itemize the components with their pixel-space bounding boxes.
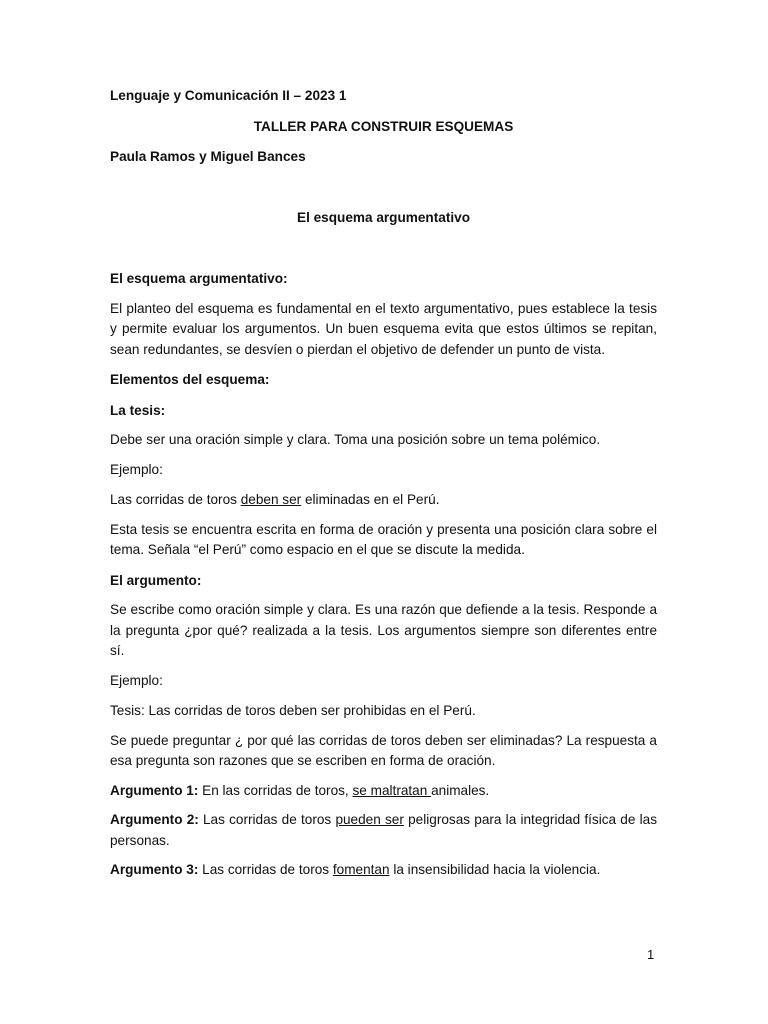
argument-1-post: animales. (431, 782, 490, 798)
tesis-explanation: Esta tesis se encuentra escrita en forma de oración y presenta una posición clara sobre el tema. Señala “el Perú” como espacio en el que se discute la medida. (110, 521, 657, 557)
argument-2-post: peligrosas para la integridad física de las personas. (110, 812, 657, 848)
elements-heading: Elementos del esquema: (110, 372, 270, 387)
argumento-body: Se escribe como oración simple y clara. Es una razón que defiende a la tesis. Responde a la pregunta ¿por qué? realizada a la tesis. Los argumentos siempre son diferentes entre sí. (110, 602, 657, 658)
argument-1-label: Argumento 1: (110, 782, 199, 798)
argument-3 (110, 860, 657, 881)
argument-3-label: Argumento 3: (110, 862, 199, 877)
tesis-example-post: eliminadas en el Perú. (301, 492, 440, 507)
argumento-example-label: Ejemplo: (110, 672, 163, 688)
argument-2-pre: Las corridas de toros (198, 812, 336, 827)
page-content (110, 86, 657, 881)
argumento-heading: El argumento: (110, 572, 202, 588)
tesis-example-underline: deben ser (240, 492, 302, 507)
tesis-example-pre: Las corridas de toros (110, 492, 241, 507)
argument-2-label: Argumento 2: (110, 812, 199, 827)
argumento-question: Se puede preguntar ¿ por qué las corridas de toros deben ser eliminadas? La respuesta a esa pregunta son razones que se escriben en forma de oración. (110, 732, 657, 768)
document-title: El esquema argumentativo (297, 209, 470, 225)
course-line: Lenguaje y Comunicación II – 2023 1 (110, 88, 347, 103)
argument-2-underline: pueden ser (335, 812, 404, 827)
argument-3-underline: fomentan (332, 862, 390, 877)
argument-3-pre: Las corridas de toros (198, 862, 333, 877)
workshop-title: TALLER PARA CONSTRUIR ESQUEMAS (253, 118, 514, 134)
argument-1-pre: En las corridas de toros, (198, 782, 353, 798)
section-heading-esquema: El esquema argumentativo: (110, 271, 288, 286)
argumento-tesis-line: Tesis: Las corridas de toros deben ser prohibidas en el Perú. (110, 703, 476, 718)
section-body-esquema: El planteo del esquema es fundamental en el texto argumentativo, pues establece la tesis y permite evaluar los argumentos. Un buen esquema evita que estos últimos se repitan, sean redundantes, se desvíen o pierdan el objetivo de defender un punto de vista. (110, 300, 657, 357)
authors-line: Paula Ramos y Miguel Bances (110, 149, 306, 164)
argument-1-underline: se maltratan (352, 782, 432, 798)
argument-1 (110, 781, 657, 802)
page-number: 1 (647, 947, 655, 962)
argument-2 (110, 810, 657, 851)
tesis-heading: La tesis: (110, 402, 166, 418)
tesis-example-label: Ejemplo: (110, 461, 163, 477)
tesis-example (110, 490, 657, 511)
argument-3-post: la insensibilidad hacia la violencia. (389, 862, 601, 877)
tesis-body: Debe ser una oración simple y clara. Toma una posición sobre un tema polémico. (110, 432, 601, 447)
